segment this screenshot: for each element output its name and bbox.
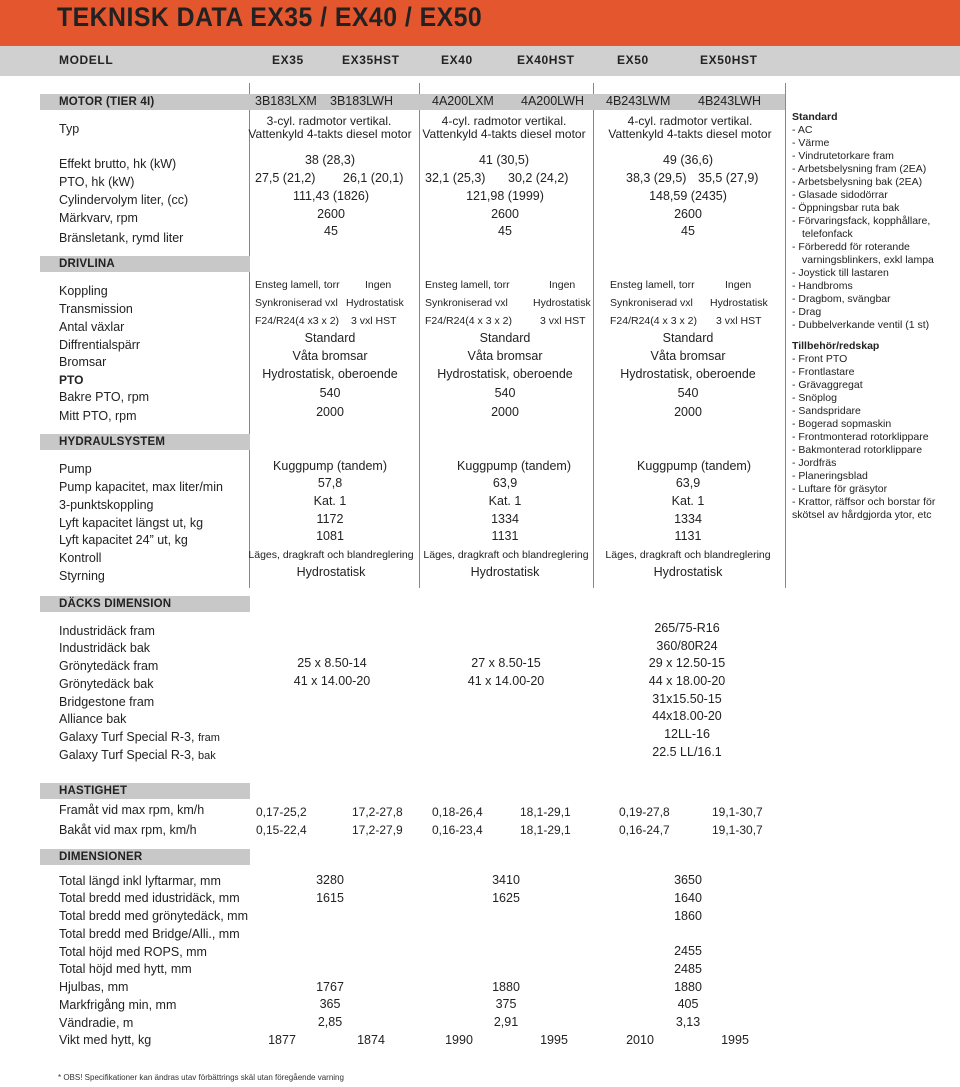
- tillbehor-item: skötsel av hårdgjorda ytor, etc: [792, 509, 932, 521]
- spec-label-text: Galaxy Turf Special R-3,: [59, 748, 195, 762]
- spec-value: 540: [677, 386, 699, 400]
- standard-item: - AC: [792, 124, 813, 136]
- model-ex50hst: EX50HST: [700, 53, 758, 67]
- spec-value: 2600: [491, 207, 519, 221]
- spec-value: 41 x 14.00-20: [293, 674, 371, 688]
- standard-item: - Öppningsbar ruta bak: [792, 202, 900, 214]
- spec-value: Kuggpump (tandem): [637, 459, 751, 473]
- spec-value: Kuggpump (tandem): [273, 459, 387, 473]
- spec-value: 45: [681, 224, 695, 238]
- spec-value: 63,9: [492, 476, 518, 490]
- spec-label: Diffrentialspärr: [59, 338, 141, 352]
- spec-value: 1615: [316, 891, 344, 905]
- spec-value: 375: [495, 997, 517, 1011]
- spec-value: Standard: [479, 331, 531, 345]
- spec-value: 3,13: [675, 1015, 701, 1029]
- spec-value: 121,98 (1999): [466, 189, 544, 203]
- spec-label: Lyft kapacitet längst ut, kg: [59, 516, 204, 530]
- standard-item: - Förberedd för roterande: [792, 241, 910, 253]
- spec-label: Total bredd med Bridge/Alli., mm: [59, 927, 240, 941]
- tillbehor-item: - Luftare för gräsytor: [792, 483, 888, 495]
- spec-value: 41 x 14.00-20: [467, 674, 545, 688]
- spec-value: 3280: [316, 873, 344, 887]
- spec-label: Total bredd med idustridäck, mm: [59, 891, 240, 905]
- spec-label: Framåt vid max rpm, km/h: [59, 803, 205, 817]
- spec-value: Ensteg lamell, torr: [255, 279, 340, 291]
- spec-label: Typ: [59, 122, 80, 136]
- spec-value: 38,3 (29,5): [626, 171, 687, 185]
- spec-value: Hydrostatisk: [710, 297, 768, 309]
- spec-value: Synkroniserad vxl: [425, 297, 508, 309]
- spec-label: PTO: [59, 373, 84, 387]
- spec-value: 2,91: [493, 1015, 519, 1029]
- standard-item: telefonfack: [802, 228, 853, 240]
- standard-item: - Arbetsbelysning fram (2EA): [792, 163, 927, 175]
- tillbehor-item: - Krattor, räffsor och borstar för: [792, 496, 936, 508]
- standard-item: varningsblinkers, exkl lampa: [802, 254, 934, 266]
- spec-value: Hydrostatisk, oberoende: [262, 367, 398, 381]
- spec-value: Synkroniserad vxl: [610, 297, 693, 309]
- spec-value: 27,5 (21,2): [255, 171, 316, 185]
- spec-label-suffix: fram: [197, 732, 220, 744]
- model-ex50: EX50: [617, 53, 649, 67]
- spec-value: 4-cyl. radmotor vertikal.: [627, 114, 753, 128]
- spec-label: Total längd inkl lyftarmar, mm: [59, 874, 221, 888]
- spec-value: Hydrostatisk: [346, 297, 404, 309]
- spec-label: Alliance bak: [59, 712, 127, 726]
- spec-value: Hydrostatisk, oberoende: [620, 367, 756, 381]
- spec-value: 45: [324, 224, 338, 238]
- spec-label: Grönytedäck fram: [59, 659, 159, 673]
- spec-value: 18,1-29,1: [520, 823, 571, 837]
- spec-value: Standard: [304, 331, 356, 345]
- spec-value: 0,17-25,2: [256, 805, 307, 819]
- spec-value: 1172: [316, 512, 344, 526]
- standard-list: [792, 124, 935, 332]
- spec-value: Kat. 1: [488, 494, 522, 508]
- spec-value: 17,2-27,8: [352, 805, 403, 819]
- spec-label-suffix: bak: [197, 750, 216, 762]
- tillbehor-item: - Jordfräs: [792, 457, 837, 469]
- spec-value: 41 (30,5): [478, 153, 530, 167]
- spec-label-galaxy-fram: [59, 730, 220, 744]
- spec-value: Kuggpump (tandem): [457, 459, 571, 473]
- spec-label: Effekt brutto, hk (kW): [59, 157, 177, 171]
- spec-value: F24/R24(4 x 3 x 2): [425, 315, 512, 327]
- spec-value: 2000: [491, 405, 519, 419]
- spec-label: Transmission: [59, 302, 133, 316]
- spec-value: 3 vxl HST: [716, 315, 762, 327]
- column-divider: [249, 83, 250, 588]
- spec-value: Vattenkyld 4-takts diesel motor: [422, 127, 586, 141]
- spec-value: Hydrostatisk: [653, 565, 723, 579]
- tillbehor-item: - Sandspridare: [792, 405, 861, 417]
- motor-header: MOTOR (TIER 4I): [59, 96, 155, 108]
- column-divider: [593, 83, 594, 588]
- engine-code: 4A200LWH: [521, 94, 584, 108]
- spec-value: 2600: [317, 207, 345, 221]
- spec-label: Lyft kapacitet 24” ut, kg: [59, 533, 188, 547]
- tillbehor-item: - Front PTO: [792, 353, 848, 365]
- spec-value: 1131: [491, 529, 519, 543]
- spec-value: 2010: [626, 1033, 654, 1047]
- spec-label: Cylindervolym liter, (cc): [59, 193, 189, 207]
- spec-value: 38 (28,3): [304, 153, 356, 167]
- column-divider: [419, 83, 420, 588]
- spec-value: 44 x 18.00-20: [648, 674, 726, 688]
- spec-label: Bromsar: [59, 355, 107, 369]
- spec-label: Industridäck fram: [59, 624, 155, 638]
- spec-value: 44x18.00-20: [652, 709, 722, 723]
- spec-value: Läges, dragkraft och blandreglering: [248, 549, 414, 561]
- spec-label: Styrning: [59, 569, 105, 583]
- spec-value: 1625: [492, 891, 520, 905]
- spec-value: 1081: [316, 529, 344, 543]
- spec-value: F24/R24(4 x3 x 2): [255, 315, 340, 327]
- spec-value: 2000: [674, 405, 702, 419]
- standard-title: Standard: [792, 111, 838, 123]
- spec-value: Vattenkyld 4-takts diesel motor: [248, 127, 412, 141]
- spec-value: 2485: [674, 962, 702, 976]
- tillbehor-item: - Grävaggregat: [792, 379, 863, 391]
- spec-label-text: Galaxy Turf Special R-3,: [59, 730, 195, 744]
- spec-value: 0,15-22,4: [256, 823, 307, 837]
- standard-item: - Handbroms: [792, 280, 853, 292]
- spec-label: Grönytedäck bak: [59, 677, 154, 691]
- spec-label: Total höjd med ROPS, mm: [59, 945, 207, 959]
- spec-value: 1860: [674, 909, 702, 923]
- spec-label: Bakre PTO, rpm: [59, 390, 150, 404]
- spec-label: Märkvarv, rpm: [59, 211, 138, 225]
- spec-value: Läges, dragkraft och blandreglering: [605, 549, 771, 561]
- spec-value: 22.5 LL/16.1: [652, 745, 722, 759]
- engine-code: 3B183LXM: [255, 94, 317, 108]
- spec-value: 0,18-26,4: [432, 805, 483, 819]
- dimensioner-header: DIMENSIONER: [59, 851, 143, 863]
- spec-value: 1874: [357, 1033, 385, 1047]
- spec-label: Vikt med hytt, kg: [59, 1033, 152, 1047]
- spec-value: 1131: [674, 529, 702, 543]
- engine-code: 4B243LWH: [698, 94, 761, 108]
- standard-item: - Glasade sidodörrar: [792, 189, 888, 201]
- spec-label-galaxy-bak: [59, 748, 216, 762]
- spec-value: 35,5 (27,9): [698, 171, 759, 185]
- spec-value: 1640: [674, 891, 702, 905]
- spec-value: Ensteg lamell, torr: [425, 279, 510, 291]
- tillbehor-list: [792, 353, 935, 522]
- spec-value: Standard: [662, 331, 714, 345]
- spec-value: 25 x 8.50-14: [297, 656, 367, 670]
- tillbehor-item: - Planeringsblad: [792, 470, 868, 482]
- spec-value: 17,2-27,9: [352, 823, 403, 837]
- spec-value: 1334: [674, 512, 702, 526]
- spec-value: 0,19-27,8: [619, 805, 670, 819]
- spec-value: 2,85: [317, 1015, 343, 1029]
- spec-label: Antal växlar: [59, 320, 125, 334]
- spec-value: 29 x 12.50-15: [648, 656, 726, 670]
- spec-value: 31x15.50-15: [652, 692, 722, 706]
- spec-value: Ingen: [725, 279, 752, 291]
- column-divider: [785, 83, 786, 588]
- tillbehor-item: - Bogerad sopmaskin: [792, 418, 892, 430]
- standard-item: - Vindrutetorkare fram: [792, 150, 894, 162]
- spec-value: Synkroniserad vxl: [255, 297, 338, 309]
- spec-label: Mitt PTO, rpm: [59, 409, 137, 423]
- standard-item: - Förvaringsfack, kopphållare,: [792, 215, 931, 227]
- spec-value: 148,59 (2435): [649, 189, 727, 203]
- engine-code: 3B183LWH: [330, 94, 393, 108]
- spec-label: Total höjd med hytt, mm: [59, 962, 192, 976]
- spec-label: Vändradie, m: [59, 1016, 134, 1030]
- spec-value: 0,16-24,7: [619, 823, 670, 837]
- footnote: * OBS! Specifikationer kan ändras utav förbättrings skäl utan föregående varning: [58, 1073, 344, 1082]
- spec-label: PTO, hk (kW): [59, 175, 135, 189]
- spec-value: 32,1 (25,3): [425, 171, 486, 185]
- spec-value: Läges, dragkraft och blandreglering: [423, 549, 589, 561]
- spec-value: Hydrostatisk, oberoende: [437, 367, 573, 381]
- spec-label: Bakåt vid max rpm, km/h: [59, 823, 197, 837]
- spec-value: 365: [319, 997, 341, 1011]
- standard-item: - Dragbom, svängbar: [792, 293, 891, 305]
- model-ex35hst: EX35HST: [342, 53, 400, 67]
- spec-value: 1990: [445, 1033, 473, 1047]
- spec-label: Bränsletank, rymd liter: [59, 231, 184, 245]
- spec-value: Hydrostatisk: [470, 565, 540, 579]
- spec-value: 12LL-16: [664, 727, 710, 741]
- engine-code: 4B243LWM: [606, 94, 671, 108]
- spec-value: 360/80R24: [656, 639, 718, 653]
- spec-value: Ingen: [549, 279, 576, 291]
- spec-value: 4-cyl. radmotor vertikal.: [441, 114, 567, 128]
- standard-item: - Joystick till lastaren: [792, 267, 889, 279]
- spec-label: Kontroll: [59, 551, 102, 565]
- spec-value: 1995: [721, 1033, 749, 1047]
- spec-value: Vattenkyld 4-takts diesel motor: [608, 127, 772, 141]
- spec-value: 1767: [316, 980, 344, 994]
- spec-value: 405: [677, 997, 699, 1011]
- tillbehor-title: Tillbehör/redskap: [792, 340, 880, 352]
- spec-label: Pump: [59, 462, 92, 476]
- spec-label: Pump kapacitet, max liter/min: [59, 480, 223, 494]
- spec-value: 1334: [491, 512, 519, 526]
- engine-code: 4A200LXM: [432, 94, 494, 108]
- spec-label: Koppling: [59, 284, 108, 298]
- spec-value: 2600: [674, 207, 702, 221]
- spec-label: Markfrigång min, mm: [59, 998, 177, 1012]
- spec-value: 3 vxl HST: [540, 315, 586, 327]
- spec-value: 30,2 (24,2): [508, 171, 569, 185]
- spec-value: F24/R24(4 x 3 x 2): [610, 315, 697, 327]
- model-label: MODELL: [59, 53, 114, 67]
- spec-value: 265/75-R16: [654, 621, 720, 635]
- tillbehor-item: - Frontlastare: [792, 366, 855, 378]
- spec-value: 3-cyl. radmotor vertikal.: [266, 114, 392, 128]
- spec-label: Total bredd med grönytedäck, mm: [59, 909, 248, 923]
- spec-label: Bridgestone fram: [59, 695, 155, 709]
- drivlina-header: DRIVLINA: [59, 258, 115, 270]
- spec-value: 111,43 (1826): [293, 189, 369, 203]
- spec-value: 26,1 (20,1): [343, 171, 404, 185]
- spec-value: 2455: [674, 944, 702, 958]
- spec-value: 1995: [540, 1033, 568, 1047]
- tillbehor-item: - Frontmonterad rotorklippare: [792, 431, 929, 443]
- hydraul-header: HYDRAULSYSTEM: [59, 436, 166, 448]
- spec-value: 2000: [316, 405, 344, 419]
- spec-value: 0,16-23,4: [432, 823, 483, 837]
- standard-item: - Värme: [792, 137, 830, 149]
- spec-value: 19,1-30,7: [712, 805, 763, 819]
- spec-value: 49 (36,6): [662, 153, 714, 167]
- spec-value: Våta bromsar: [650, 349, 726, 363]
- spec-value: 63,9: [675, 476, 701, 490]
- model-ex35: EX35: [272, 53, 304, 67]
- spec-label: Industridäck bak: [59, 641, 151, 655]
- spec-value: Hydrostatisk: [296, 565, 366, 579]
- spec-value: Våta bromsar: [467, 349, 543, 363]
- spec-value: Kat. 1: [313, 494, 347, 508]
- tillbehor-item: - Bakmonterad rotorklippare: [792, 444, 923, 456]
- spec-label: Hjulbas, mm: [59, 980, 129, 994]
- model-ex40hst: EX40HST: [517, 53, 575, 67]
- standard-item: - Dubbelverkande ventil (1 st): [792, 319, 930, 331]
- spec-value: 1880: [492, 980, 520, 994]
- spec-value: Våta bromsar: [292, 349, 368, 363]
- spec-value: 3410: [492, 873, 520, 887]
- spec-value: 18,1-29,1: [520, 805, 571, 819]
- spec-value: 540: [494, 386, 516, 400]
- spec-value: 19,1-30,7: [712, 823, 763, 837]
- model-ex40: EX40: [441, 53, 473, 67]
- equipment-panel: [792, 111, 935, 522]
- spec-value: 27 x 8.50-15: [471, 656, 541, 670]
- spec-value: Kat. 1: [671, 494, 705, 508]
- model-bar: [0, 46, 960, 76]
- hastighet-header: HASTIGHET: [59, 785, 128, 797]
- spec-value: 540: [319, 386, 341, 400]
- dack-header: DÄCKS DIMENSION: [59, 598, 172, 610]
- spec-value: 1877: [268, 1033, 296, 1047]
- spec-value: 57,8: [317, 476, 343, 490]
- standard-item: - Drag: [792, 306, 822, 318]
- spec-value: 1880: [674, 980, 702, 994]
- spec-value: Ensteg lamell, torr: [610, 279, 695, 291]
- spec-value: 3650: [674, 873, 702, 887]
- tillbehor-item: - Snöplog: [792, 392, 837, 404]
- standard-item: - Arbetsbelysning bak (2EA): [792, 176, 923, 188]
- spec-value: 3 vxl HST: [351, 315, 397, 327]
- spec-value: Hydrostatisk: [533, 297, 591, 309]
- spec-label: 3-punktskoppling: [59, 498, 154, 512]
- spec-value: Ingen: [365, 279, 392, 291]
- page-title: TEKNISK DATA EX35 / EX40 / EX50: [57, 2, 483, 32]
- spec-value: 45: [498, 224, 512, 238]
